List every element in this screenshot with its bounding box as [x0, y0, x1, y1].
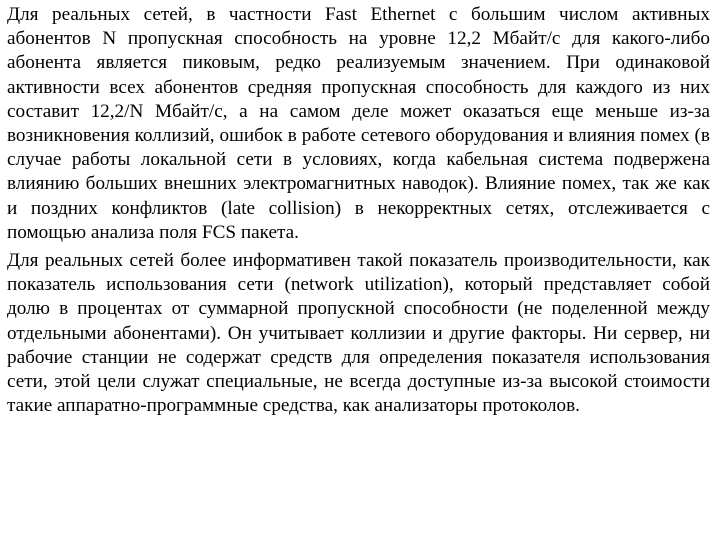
paragraph-network-throughput: Для реальных сетей, в частности Fast Ethernet с большим числом активных абонентов N пропускная способность на уровне 12,2 Мбайт/с для какого-либо абонента является пиковым, редко реализуемым значением. При одинаковой активности всех абонентов средняя пропускная способность для каждого из них составит 12,2/N Мбайт/с, а на самом деле может оказаться еще меньше из-за возникновения коллизий, ошибок в работе сетевого оборудования и влияния помех (в случае работы локальной сети в условиях, когда кабельная система подвержена влиянию больших внешних электромагнитных наводок). Влияние помех, так же как и поздних конфликтов (late collision) в некорректных сетях, отслеживается с помощью анализа поля FCS пакета.: [7, 4, 710, 243]
paragraph-network-utilization: Для реальных сетей более информативен такой показатель производительности, как показатель использования сети (network utilization), который представляет собой долю в процентах от суммарной пропускной способности (не поделенной между отдельными абонентами). Он учитывает коллизии и другие факторы. Ни сервер, ни рабочие станции не содержат средств для определения показателя использования сети, этой цели служат специальные, не всегда доступные из-за высокой стоимости такие аппаратно-программные средства, как анализаторы протоколов.: [7, 250, 710, 417]
document-body: [7, 3, 710, 418]
